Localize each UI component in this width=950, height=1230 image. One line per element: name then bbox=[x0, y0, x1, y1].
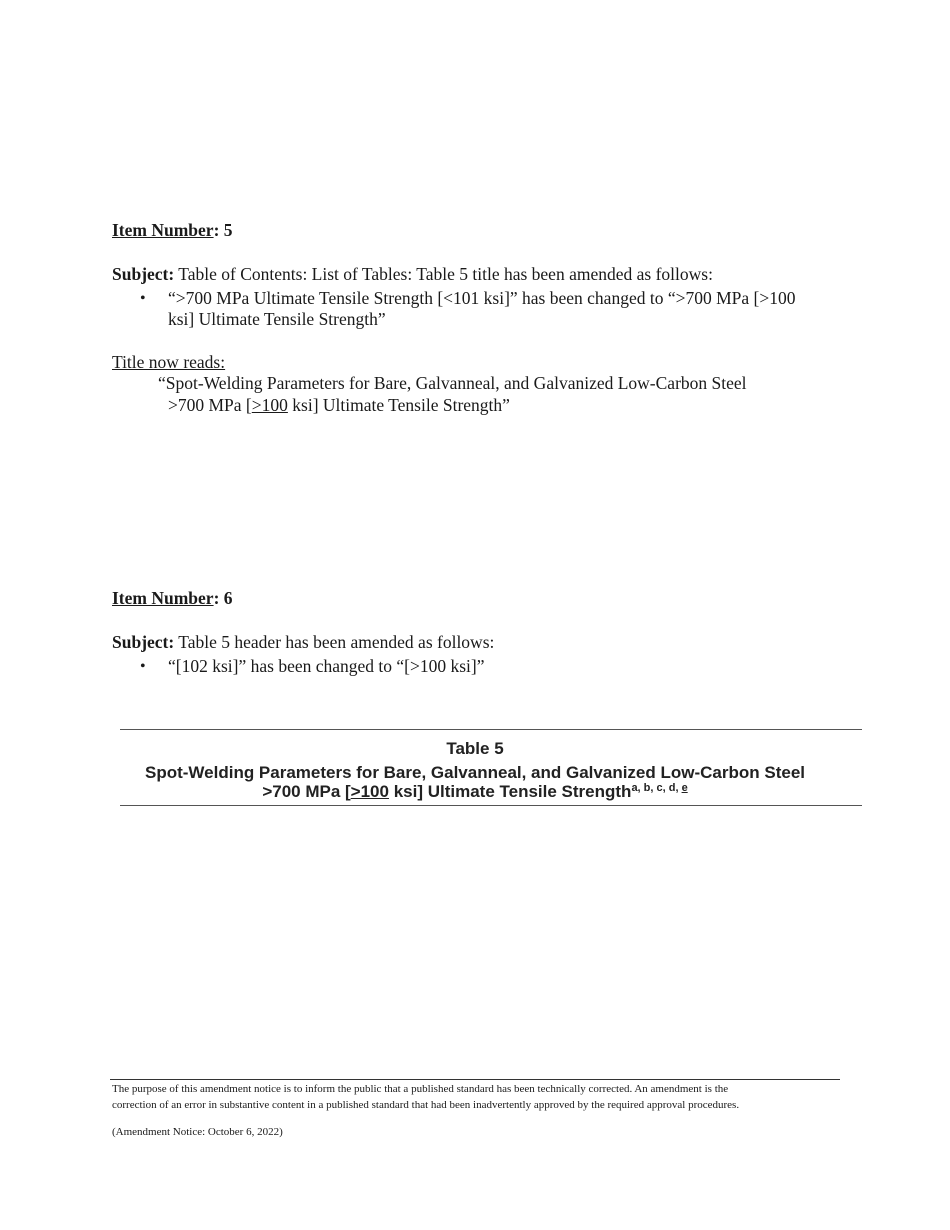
bullet-icon: • bbox=[140, 658, 146, 675]
item5-subject-text: Table of Contents: List of Tables: Table 5 title has been amended as follows: bbox=[174, 264, 713, 284]
item5-title-line2-post: ksi] Ultimate Tensile Strength” bbox=[287, 395, 510, 415]
item5-bullet-line1: “>700 MPa Ultimate Tensile Strength [<101 ksi]” has been changed to “>700 MPa [>100 bbox=[168, 288, 796, 308]
table-header-bottom-rule bbox=[120, 805, 862, 806]
item6-bullet-line1: “[102 ksi]” has been changed to “[>100 ksi]” bbox=[168, 656, 485, 676]
footer-amendment-date: (Amendment Notice: October 6, 2022) bbox=[112, 1126, 283, 1138]
table-caption-footnote-refs bbox=[631, 782, 687, 794]
footer-rule bbox=[110, 1079, 840, 1080]
item6-subject-label: Subject: bbox=[112, 632, 175, 652]
footnote-ref-e: e bbox=[681, 782, 688, 794]
item5-number: : 5 bbox=[213, 220, 233, 240]
table-caption-line2-pre: >700 MPa [ bbox=[262, 782, 351, 801]
item5-title-line2-underlined: >100 bbox=[251, 395, 288, 415]
item6-number: : 6 bbox=[213, 588, 233, 608]
item6-subject-text: Table 5 header has been amended as follows: bbox=[174, 632, 495, 652]
item6-heading bbox=[112, 588, 233, 609]
table-caption-line2 bbox=[110, 782, 840, 801]
table-caption-line1: Spot-Welding Parameters for Bare, Galvanneal, and Galvanized Low-Carbon Steel bbox=[144, 763, 805, 782]
table-caption-line2-post: ksi] Ultimate Tensile Strength bbox=[388, 782, 632, 801]
item5-title-line2-pre: >700 MPa [ bbox=[168, 395, 252, 415]
bullet-icon: • bbox=[140, 290, 146, 307]
footer-line2: correction of an error in substantive content in a published standard that had been inadvertently approved by the required approval procedures. bbox=[112, 1099, 740, 1111]
item5-title-reads-label: Title now reads: bbox=[112, 352, 226, 372]
footer-disclaimer bbox=[112, 1081, 842, 1113]
item5-heading bbox=[112, 220, 233, 241]
item5-title-line1: “Spot-Welding Parameters for Bare, Galvanneal, and Galvanized Low-Carbon Steel bbox=[158, 373, 747, 393]
item5-subject-label: Subject: bbox=[112, 264, 175, 284]
table-caption-line2-underlined: >100 bbox=[350, 782, 389, 801]
item5-subject bbox=[112, 264, 713, 285]
footer-line1: The purpose of this amendment notice is to inform the public that a published standard has been technically corrected. An amendment is the bbox=[112, 1083, 729, 1095]
item5-title-line2 bbox=[168, 395, 510, 416]
footnote-refs-plain: a, b, c, d, bbox=[631, 782, 682, 794]
table-header-top-rule bbox=[120, 729, 862, 730]
item6-subject bbox=[112, 632, 494, 653]
table-title: Table 5 bbox=[446, 739, 504, 758]
item6-label: Item Number bbox=[112, 588, 214, 608]
item5-label: Item Number bbox=[112, 220, 214, 240]
item5-bullet-line2: ksi] Ultimate Tensile Strength” bbox=[168, 309, 386, 329]
